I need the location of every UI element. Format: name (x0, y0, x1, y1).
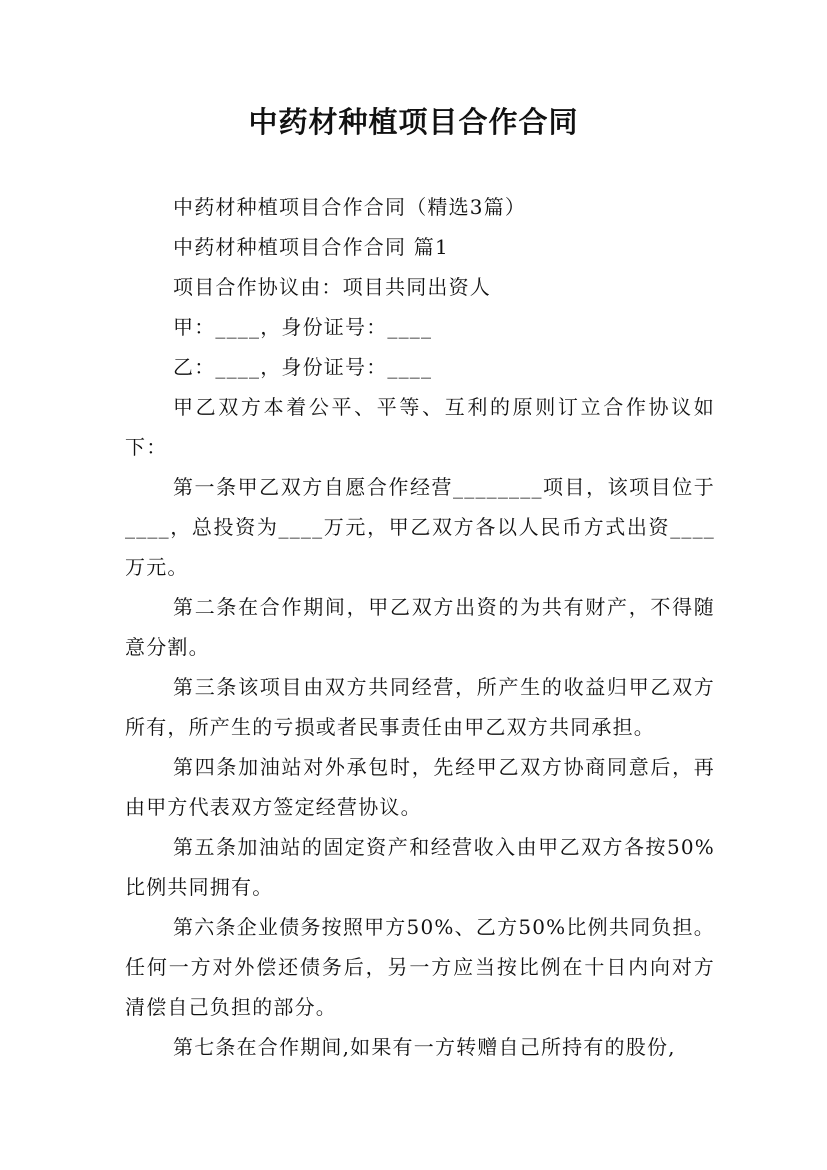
paragraph-party-b: 乙：____，身份证号：____ (173, 355, 433, 379)
paragraph-preamble: 甲乙双方本着公平、平等、互利的原则订立合作协议如下： (125, 395, 715, 459)
paragraph-article-4: 第四条加油站对外承包时，先经甲乙双方协商同意后，再由甲方代表双方签定经营协议。 (125, 755, 715, 819)
paragraph-section-heading: 中药材种植项目合作合同 篇1 (173, 235, 449, 259)
paragraph-article-3: 第三条该项目由双方共同经营，所产生的收益归甲乙双方所有，所产生的亏损或者民事责任由甲乙双方共同承担。 (125, 675, 715, 739)
paragraph-article-1: 第一条甲乙双方自愿合作经营________项目，该项目位于____，总投资为____万元，甲乙双方各以人民币方式出资____万元。 (125, 475, 715, 579)
document-body (125, 187, 715, 1067)
paragraph-subtitle: 中药材种植项目合作合同（精选3篇） (173, 195, 527, 219)
document-title: 中药材种植项目合作合同 (248, 105, 579, 139)
paragraph-article-5: 第五条加油站的固定资产和经营收入由甲乙双方各按50%比例共同拥有。 (125, 835, 715, 899)
paragraph-party-a: 甲：____，身份证号：____ (173, 315, 433, 339)
paragraph-parties-intro: 项目合作协议由：项目共同出资人 (173, 275, 491, 299)
paragraph-article-7: 第七条在合作期间,如果有一方转赠自己所持有的股份, (173, 1035, 676, 1059)
paragraph-article-6: 第六条企业债务按照甲方50%、乙方50%比例共同负担。任何一方对外偿还债务后，另一方应当按比例在十日内向对方清偿自己负担的部分。 (125, 915, 715, 1019)
paragraph-article-2: 第二条在合作期间，甲乙双方出资的为共有财产，不得随意分割。 (125, 595, 715, 659)
